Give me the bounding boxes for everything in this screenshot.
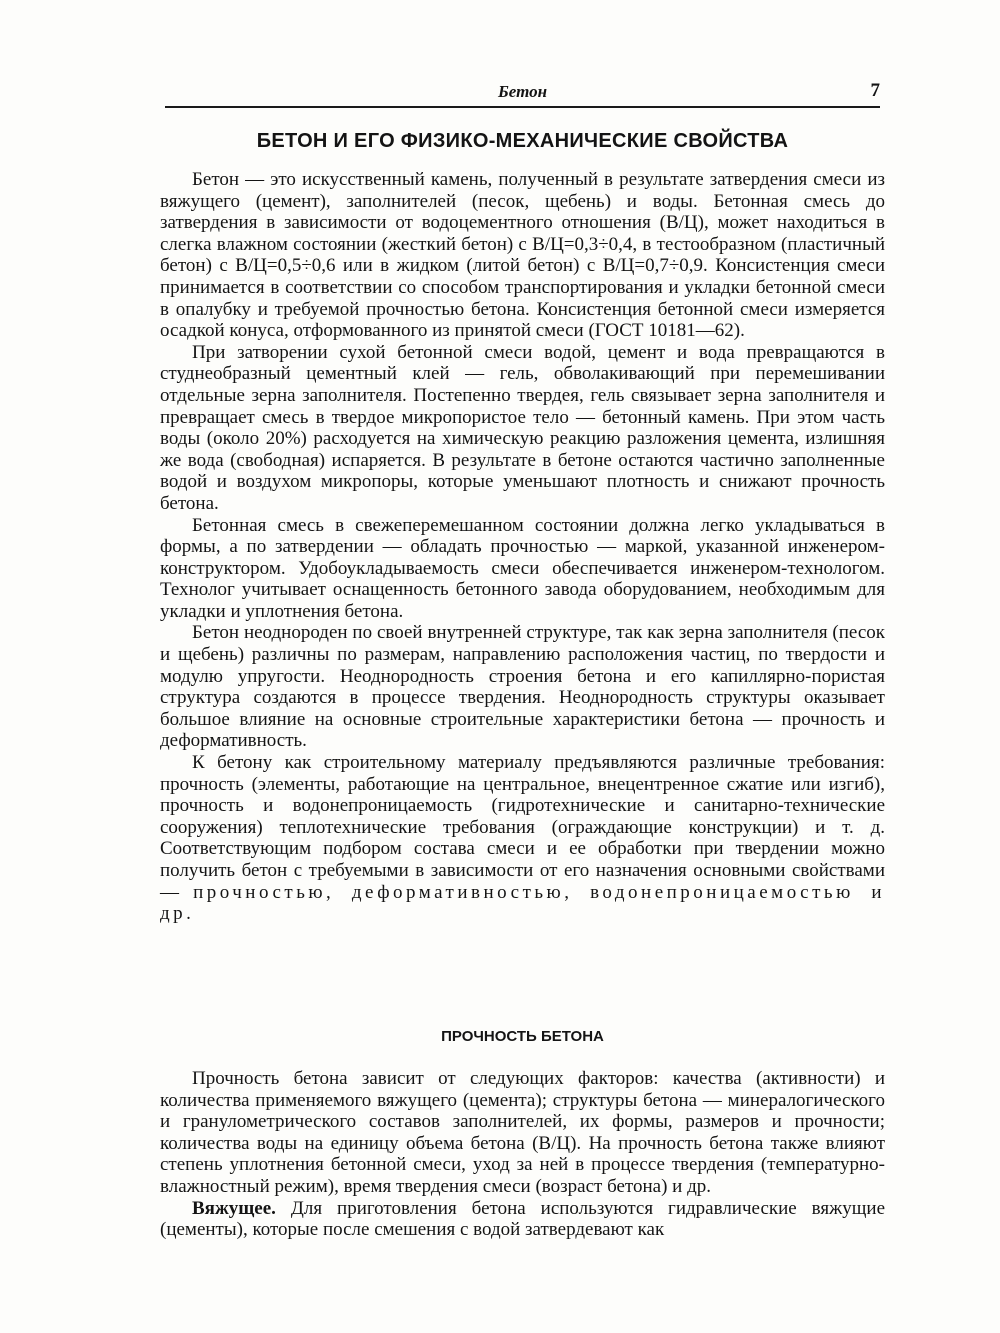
requirements-text: К бетону как строительному материалу предъявляются различные требования: прочность (элементы, работающие на центральное, внецентренное сжатие или изгиб), прочность и водонепроницаемость (гидротехнические и санитарно-технические сооружения) теплотехнические требования (ограждающие конструкции) и т. д. Соответствующим подбором состава смеси и ее обработки при твердении можно получить бетон с требуемыми в зависимости от его назначения основными свойствами —	[160, 752, 885, 903]
requirements-spaced-terms: прочностью, деформативностью, водонепроницаемостью и др.	[160, 881, 885, 925]
paragraph-workability: Бетонная смесь в свежеперемешанном состоянии должна легко укладываться в формы, а по затвердении — обладать прочностью — маркой, указанной инженером-конструктором. Удобоукладываемость смеси обеспечивается инженером-технологом. Технолог учитывает оснащенность бетонного завода оборудованием, необходимым для укладки и уплотнения бетона.	[160, 514, 885, 622]
paragraph-heterogeneity: Бетон неоднороден по своей внутренней структуре, так как зерна заполнителя (песок и щебень) различны по размерам, направлению расположения частиц, по твердости и модулю упругости. Неоднородность строения бетона и его капиллярно-пористая структура создаются в процессе твердения. Неоднородность структуры оказывает большое влияние на основные строительные характеристики бетона — прочность и деформативность.	[160, 622, 885, 752]
binder-text: Для приготовления бетона используются гидравлические вяжущие (цементы), которые после смешения с водой затвердевают как	[160, 1197, 885, 1241]
page-number: 7	[870, 80, 880, 101]
section-body	[160, 1068, 885, 1241]
paragraph-binder	[160, 1198, 885, 1241]
running-header	[165, 80, 880, 108]
paragraph-requirements	[160, 752, 885, 925]
section-title: ПРОЧНОСТЬ БЕТОНА	[441, 1028, 604, 1045]
running-title: Бетон	[497, 82, 548, 101]
binder-run-in-heading: Вяжущее.	[192, 1197, 276, 1219]
chapter-body	[160, 169, 885, 925]
paragraph-hardening: При затворении сухой бетонной смеси водой, цемент и вода превращаются в студнеобразный цементный клей — гель, обволакивающий при перемешивании отдельные зерна заполнителя. Постепенно твердея, гель связывает зерна заполнителя и превращает смесь в твердое микропористое тело — бетонный камень. При этом часть воды (около 20%) расходуется на химическую реакцию разложения цемента, излишняя же вода (свободная) испаряется. В результате в бетоне остаются частично заполненные водой и воздухом микропоры, которые уменьшают плотность и снижают прочность бетона.	[160, 341, 885, 514]
paragraph-definition: Бетон — это искусственный камень, полученный в результате затвердения смеси из вяжущего (цемент), заполнителей (песок, щебень) и воды. Бетонная смесь до затвердения в зависимости от водоцементного отношения (В/Ц), может находиться в слегка влажном состоянии (жесткий бетон) с В/Ц=0,3÷0,4, в тестообразном (пластичный бетон) с В/Ц=0,5÷0,6 или в жидком (литой бетон) с В/Ц=0,7÷0,9. Консистенция смеси принимается в соответствии со способом транспортирования и укладки бетонной смеси в опалубку и требуемой прочностью бетона. Консистенция бетонной смеси измеряется осадкой конуса, отформованного из принятой смеси (ГОСТ 10181—62).	[160, 169, 885, 342]
chapter-title: БЕТОН И ЕГО ФИЗИКО-МЕХАНИЧЕСКИЕ СВОЙСТВА	[256, 130, 789, 152]
paragraph-strength-factors: Прочность бетона зависит от следующих факторов: качества (активности) и количества применяемого вяжущего (цемента); структуры бетона — минералогического и гранулометрического составов заполнителей, их формы, размеров и прочности; количества воды на единицу объема бетона (В/Ц). На прочность бетона также влияют степень уплотнения бетонной смеси, уход за ней в процессе твердения (температурно-влажностный режим), время твердения смеси (возраст бетона) и др.	[160, 1068, 885, 1197]
